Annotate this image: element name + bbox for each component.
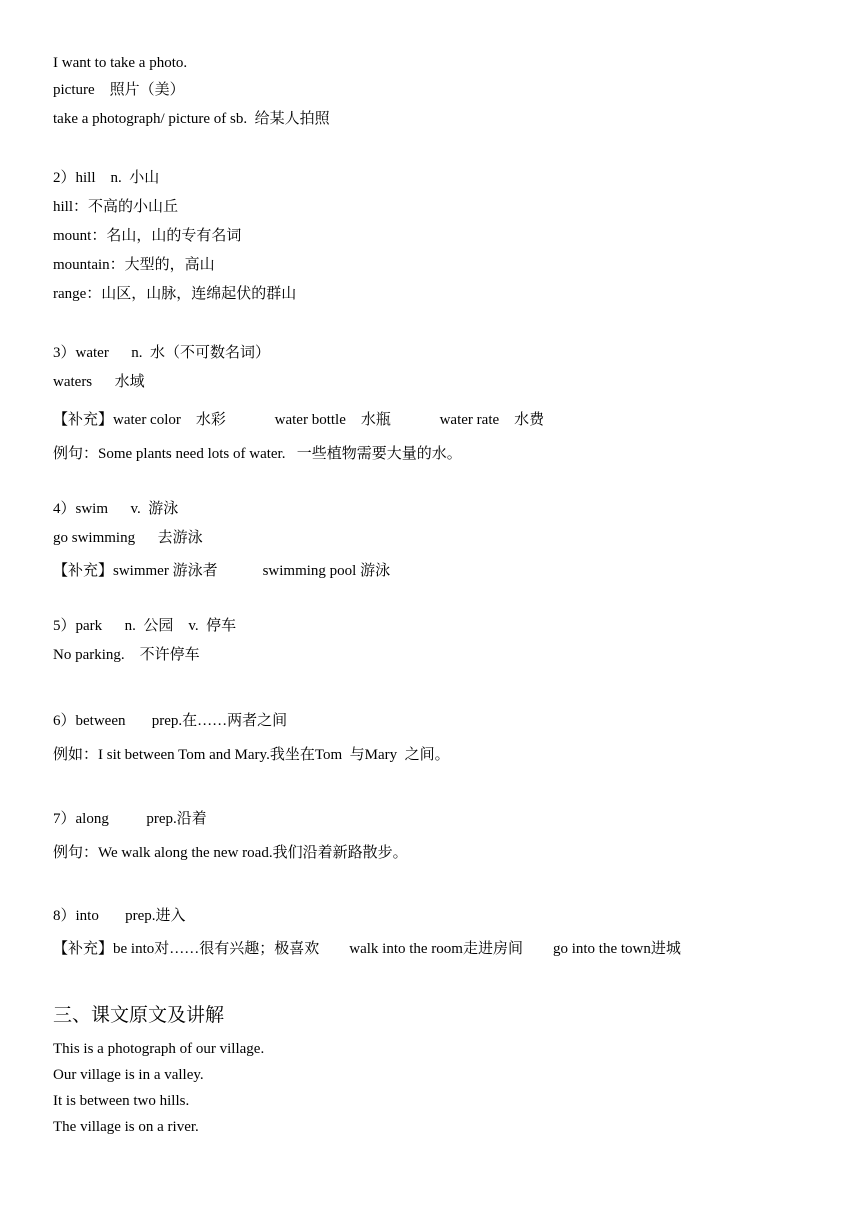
- text-line: picture 照片（美）: [53, 82, 185, 98]
- example-line: 例句：Some plants need lots of water. 一些植物需要大量的水。: [53, 446, 462, 462]
- text-line: go swimming 去游泳: [53, 530, 203, 546]
- text-line: I want to take a photo.: [53, 55, 188, 71]
- supplement-line: 【补充】be into对……很有兴趣；极喜欢 walk into the room走进房间 go into the town进城: [53, 941, 681, 957]
- text-line: The village is on a river.: [53, 1119, 199, 1135]
- text-line: waters 水域: [53, 374, 145, 390]
- vocab-heading: 2）hill n. 小山: [53, 170, 160, 186]
- text-line: Our village is in a valley.: [53, 1067, 204, 1083]
- text-line: This is a photograph of our village.: [53, 1041, 265, 1057]
- text-line: mountain：大型的，高山: [53, 257, 215, 273]
- text-line: hill：不高的小山丘: [53, 199, 179, 215]
- vocab-heading: 8）into prep.进入: [53, 908, 186, 924]
- vocab-heading: 7）along prep.沿着: [53, 811, 207, 827]
- vocab-heading: 4）swim v. 游泳: [53, 501, 179, 517]
- example-line: 例如：I sit between Tom and Mary.我坐在Tom 与Mary 之间。: [53, 747, 450, 763]
- example-line: 例句：We walk along the new road.我们沿着新路散步。: [53, 845, 408, 861]
- vocab-heading: 5）park n. 公园 v. 停车: [53, 618, 237, 634]
- text-line: range：山区，山脉，连绵起伏的群山: [53, 286, 297, 302]
- section-heading: 三、课文原文及讲解: [53, 1005, 225, 1026]
- vocab-heading: 6）between prep.在……两者之间: [53, 713, 288, 729]
- text-line: No parking. 不许停车: [53, 647, 200, 663]
- text-line: It is between two hills.: [53, 1093, 190, 1109]
- text-line: take a photograph/ picture of sb. 给某人拍照: [53, 111, 330, 127]
- text-line: mount：名山，山的专有名词: [53, 228, 242, 244]
- vocab-heading: 3）water n. 水（不可数名词）: [53, 345, 271, 361]
- supplement-line: 【补充】water color 水彩 water bottle 水瓶 water rate 水费: [53, 412, 545, 428]
- supplement-line: 【补充】swimmer 游泳者 swimming pool 游泳: [53, 563, 391, 579]
